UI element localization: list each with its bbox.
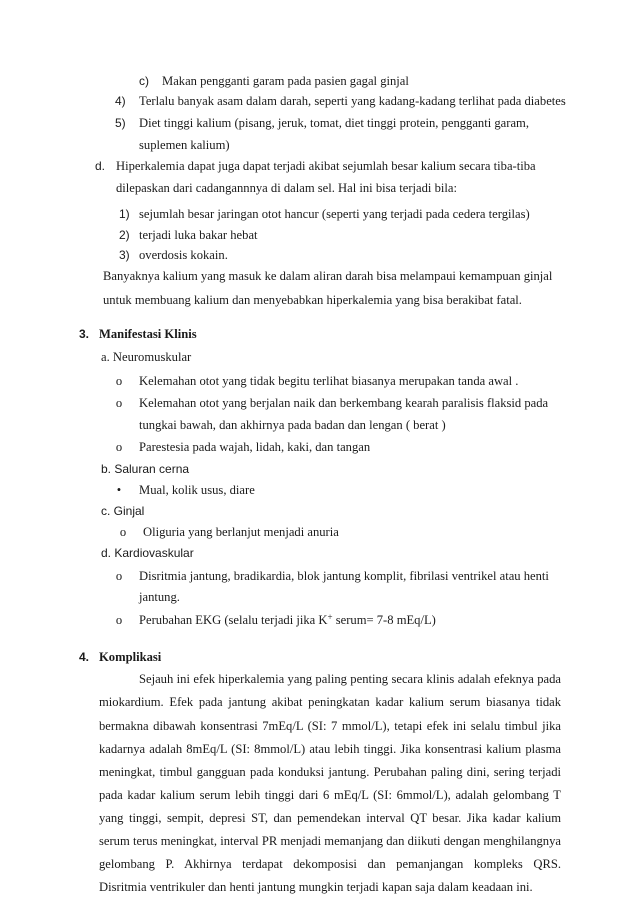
paragraph-line: Disritmia ventrikuler dan henti jantung mungkin terjadi kapan saja dalam keadaan ini. <box>99 880 533 894</box>
list-item-text: suplemen kalium) <box>139 138 230 152</box>
list-item-text: Diet tinggi kalium (pisang, jeruk, tomat, diet tinggi protein, pengganti garam, <box>139 116 529 130</box>
bullet-icon: o <box>115 613 123 627</box>
section-number: 4. <box>79 650 90 664</box>
list-item-text: Parestesia pada wajah, lidah, kaki, dan tangan <box>139 440 371 454</box>
list-item-text: Kelemahan otot yang tidak begitu terlihat biasanya merupakan tanda awal . <box>139 374 519 388</box>
list-marker: c) <box>139 74 149 88</box>
list-marker: 2) <box>119 228 130 242</box>
paragraph-line: untuk membuang kalium dan menyebabkan hiperkalemia yang bisa berakibat fatal. <box>103 293 522 307</box>
list-marker: d. <box>95 159 106 173</box>
paragraph-line: Banyaknya kalium yang masuk ke dalam aliran darah bisa melampaui kemampuan ginjal <box>103 269 553 283</box>
plus-superscript: + <box>327 612 333 622</box>
ekg-text-post: serum= 7-8 mEq/L) <box>332 613 436 627</box>
list-marker: 5) <box>115 116 126 130</box>
bullet-icon: o <box>115 440 123 454</box>
paragraph-line: yang tinggi, sempit, depresi ST, dan pemendekan interval QT besar. Jika kadar kalium <box>99 811 561 825</box>
subsection-label: a. Neuromuskular <box>101 350 192 364</box>
list-item-text: jantung. <box>139 590 180 604</box>
list-item-text: Mual, kolik usus, diare <box>139 483 255 497</box>
bullet-icon: • <box>116 483 122 497</box>
list-item-text: Hiperkalemia dapat juga dapat terjadi akibat sejumlah besar kalium secara tiba-tiba <box>116 159 536 173</box>
paragraph-line: Sejauh ini efek hiperkalemia yang paling penting secara klinis adalah efeknya pada <box>139 672 561 686</box>
list-item-text: overdosis kokain. <box>139 248 228 262</box>
paragraph-line: serum terus meningkat, interval PR menjadi memanjang dan diikuti dengan menghilangnya <box>99 834 561 848</box>
list-item-text: dilepaskan dari cadangannnya di dalam sel. Hal ini bisa terjadi bila: <box>116 181 457 195</box>
paragraph-line: pada kadar kalium serum lebih tinggi dari 6 mEq/L (SI: 6mmol/L), adalah gelombang T <box>99 788 561 802</box>
list-item-text: tungkai bawah, dan akhirnya pada badan dan lengan ( berat ) <box>139 418 446 432</box>
list-marker: 1) <box>119 207 130 221</box>
subsection-label: c. Ginjal <box>101 504 145 518</box>
list-marker: 3) <box>119 248 130 262</box>
ekg-text-pre: Perubahan EKG (selalu terjadi jika K <box>139 613 328 627</box>
list-item-text: Terlalu banyak asam dalam darah, seperti yang kadang-kadang terlihat pada diabetes <box>139 94 566 108</box>
section-number: 3. <box>79 327 90 341</box>
list-item-text: sejumlah besar jaringan otot hancur (seperti yang terjadi pada cedera tergilas) <box>139 207 530 221</box>
section-title: Komplikasi <box>99 650 162 664</box>
paragraph-line: miokardium. Efek pada jantung akibat peningkatan kadar kalium serum biasanya tidak <box>99 695 561 709</box>
section-title: Manifestasi Klinis <box>99 327 197 341</box>
subsection-label: b. Saluran cerna <box>101 462 190 476</box>
paragraph-line: bermakna dibawah konsentrasi 7mEq/L (SI: 7 mmol/L), tetapi efek ini selalu timbul jika <box>99 719 561 733</box>
paragraph-line: gelombang P. Akhirnya terdapat dekomposisi dan pemanjangan kompleks QRS. <box>99 857 561 871</box>
list-item-text: Kelemahan otot yang berjalan naik dan berkembang kearah paralisis flaksid pada <box>139 396 549 410</box>
paragraph-line: kadarnya adalah 8mEq/L (SI: 8mmol/L) atau lebih tinggi. Jika konsentrasi kalium plasma <box>99 742 561 756</box>
subsection-label: d. Kardiovaskular <box>101 546 194 560</box>
bullet-icon: o <box>119 525 127 539</box>
list-item-text <box>139 612 436 628</box>
list-item-text: Disritmia jantung, bradikardia, blok jantung komplit, fibrilasi ventrikel atau henti <box>139 569 549 583</box>
list-item-text: Makan pengganti garam pada pasien gagal ginjal <box>162 74 409 88</box>
paragraph-line: meningkat, timbul gangguan pada konduksi jantung. Perubahan paling dini, sering terjadi <box>99 765 561 779</box>
bullet-icon: o <box>115 569 123 583</box>
list-marker: 4) <box>115 94 126 108</box>
bullet-icon: o <box>115 374 123 388</box>
list-item-text: terjadi luka bakar hebat <box>139 228 258 242</box>
list-item-text: Oliguria yang berlanjut menjadi anuria <box>143 525 339 539</box>
bullet-icon: o <box>115 396 123 410</box>
